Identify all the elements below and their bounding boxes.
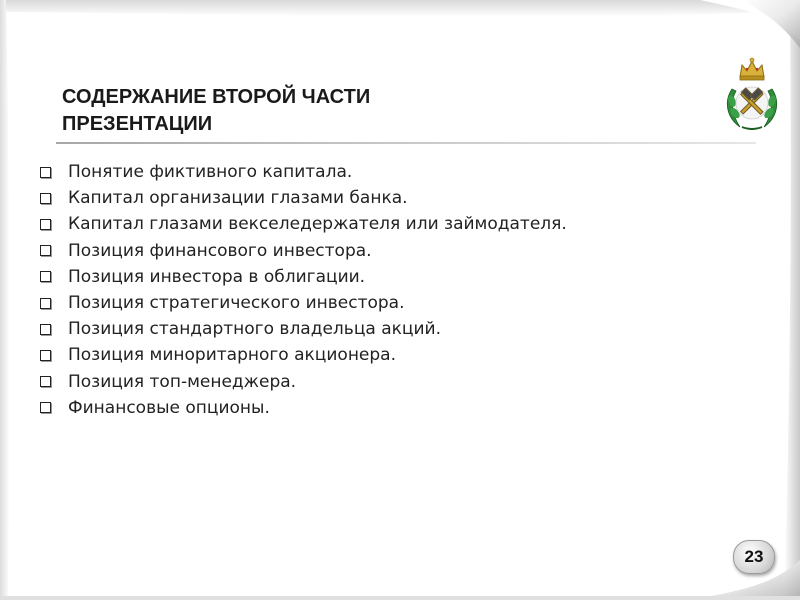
list-item xyxy=(38,290,567,316)
slide-title xyxy=(62,84,542,138)
list-item xyxy=(38,264,567,290)
list-item xyxy=(38,316,567,342)
list-item-text: Капитал организации глазами банка. xyxy=(68,188,408,209)
checkbox-square-icon xyxy=(40,350,51,361)
list-item xyxy=(38,159,567,185)
list-item xyxy=(38,238,567,264)
list-item-text: Позиция стандартного владельца акций. xyxy=(68,319,441,340)
page-number-badge: 23 xyxy=(733,540,775,574)
checkbox-square-icon xyxy=(40,376,51,387)
title-divider xyxy=(56,142,756,144)
list-item-text: Позиция миноритарного акционера. xyxy=(68,345,397,366)
list-item-text: Позиция финансового инвестора. xyxy=(68,240,372,261)
list-item xyxy=(38,342,567,368)
list-item xyxy=(38,395,567,421)
crown-icon xyxy=(740,58,764,80)
checkbox-square-icon xyxy=(40,219,51,230)
list-item-text: Позиция инвестора в облигации. xyxy=(68,266,366,287)
slide-title-line-1: СОДЕРЖАНИЕ ВТОРОЙ ЧАСТИ xyxy=(62,86,371,108)
slide-title-line-2: ПРЕЗЕНТАЦИИ xyxy=(62,113,213,135)
checkbox-square-icon xyxy=(40,271,51,282)
checkbox-square-icon xyxy=(40,167,51,178)
checkbox-square-icon xyxy=(40,245,51,256)
list-item-text: Позиция топ-менеджера. xyxy=(68,371,297,392)
checkbox-square-icon xyxy=(40,324,51,335)
list-item-text: Позиция стратегического инвестора. xyxy=(68,293,405,314)
list-item xyxy=(38,185,567,211)
checkbox-square-icon xyxy=(40,298,51,309)
list-item-text: Капитал глазами векселедержателя или займодателя. xyxy=(68,214,567,235)
checkbox-square-icon xyxy=(40,402,51,413)
list-item-text: Финансовые опционы. xyxy=(68,397,270,418)
checkbox-square-icon xyxy=(40,193,51,204)
list-item xyxy=(38,369,567,395)
content-list xyxy=(38,159,567,421)
crowned-hammers-emblem-icon xyxy=(718,55,786,133)
list-item-text: Понятие фиктивного капитала. xyxy=(68,162,353,183)
list-item xyxy=(38,211,567,237)
